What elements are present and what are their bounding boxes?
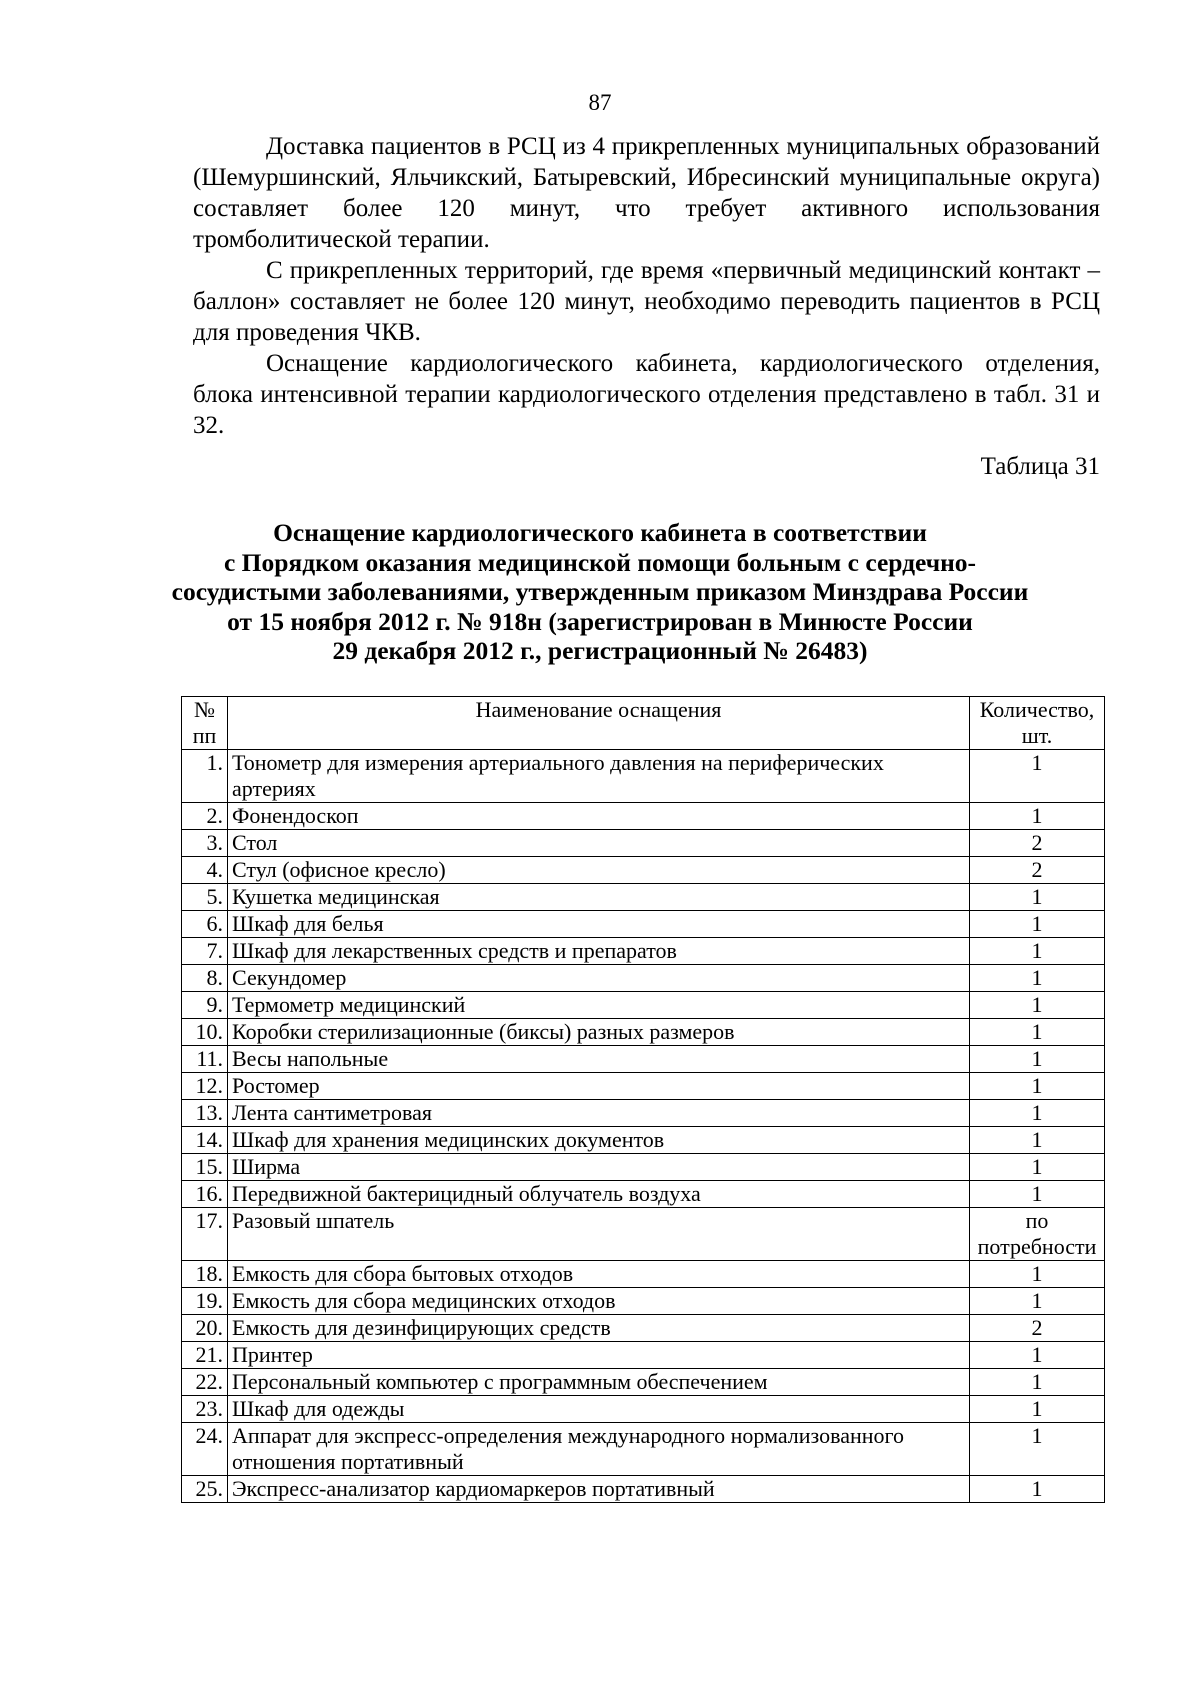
table-row (182, 1046, 1105, 1073)
header-name: Наименование оснащения (228, 697, 970, 750)
row-number: 1. (182, 750, 228, 803)
table-header-row (182, 697, 1105, 750)
row-name: Ширма (228, 1154, 970, 1181)
table-row (182, 1423, 1105, 1476)
row-quantity: 1 (970, 1154, 1105, 1181)
table-title-line: сосудистыми заболеваниями, утвержденным приказом Минздрава России (171, 577, 1029, 606)
body-text (193, 131, 1100, 441)
header-num (182, 697, 228, 750)
table-row (182, 1369, 1105, 1396)
row-name: Шкаф для одежды (228, 1396, 970, 1423)
row-quantity: 1 (970, 938, 1105, 965)
row-name: Лента сантиметровая (228, 1100, 970, 1127)
table-row (182, 857, 1105, 884)
row-name: Весы напольные (228, 1046, 970, 1073)
row-number: 25. (182, 1476, 228, 1503)
row-quantity: 1 (970, 992, 1105, 1019)
table-row (182, 1073, 1105, 1100)
header-qty (970, 697, 1105, 750)
row-name: Стол (228, 830, 970, 857)
row-name: Емкость для сбора бытовых отходов (228, 1261, 970, 1288)
row-quantity: 1 (970, 965, 1105, 992)
row-quantity: 1 (970, 1342, 1105, 1369)
row-name: Передвижной бактерицидный облучатель воздуха (228, 1181, 970, 1208)
row-number: 7. (182, 938, 228, 965)
row-quantity: 1 (970, 1100, 1105, 1127)
row-number: 21. (182, 1342, 228, 1369)
row-name: Тонометр для измерения артериального давления на периферических артериях (228, 750, 970, 803)
row-number: 4. (182, 857, 228, 884)
row-quantity: 1 (970, 1288, 1105, 1315)
table-row (182, 1019, 1105, 1046)
table-row (182, 1261, 1105, 1288)
row-name: Емкость для сбора медицинских отходов (228, 1288, 970, 1315)
paragraph: Доставка пациентов в РСЦ из 4 прикрепленных муниципальных образований (Шемуршинский, Яльчикский, Батыревский, Ибресинский муниципальные округа) составляет более 120 минут, что требует активного использования тромболитической терапии. (193, 133, 1100, 253)
row-name: Секундомер (228, 965, 970, 992)
row-name: Принтер (228, 1342, 970, 1369)
row-number: 15. (182, 1154, 228, 1181)
row-name: Шкаф для лекарственных средств и препаратов (228, 938, 970, 965)
table-title (150, 518, 1050, 666)
table-row (182, 1100, 1105, 1127)
paragraph: С прикрепленных территорий, где время «первичный медицинский контакт – баллон» составляет не более 120 минут, необходимо переводить пациентов в РСЦ для проведения ЧКВ. (193, 257, 1100, 346)
row-name: Коробки стерилизационные (биксы) разных размеров (228, 1019, 970, 1046)
page-number: 87 (588, 90, 612, 115)
row-quantity: 1 (970, 1046, 1105, 1073)
table-row (182, 803, 1105, 830)
header-qty-line: Количество, (979, 697, 1095, 722)
table-title-line: от 15 ноября 2012 г. № 918н (зарегистрирован в Минюсте России (227, 606, 973, 636)
row-name: Персональный компьютер с программным обеспечением (228, 1369, 970, 1396)
table-row (182, 830, 1105, 857)
table-body (182, 750, 1105, 1503)
row-number: 2. (182, 803, 228, 830)
table-row (182, 1127, 1105, 1154)
table-label: Таблица 31 (980, 453, 1100, 480)
table-row (182, 965, 1105, 992)
row-number: 13. (182, 1100, 228, 1127)
row-name: Ростомер (228, 1073, 970, 1100)
header-num-line: № (194, 697, 215, 722)
row-name: Кушетка медицинская (228, 884, 970, 911)
row-quantity: 1 (970, 1073, 1105, 1100)
table-row (182, 1208, 1105, 1261)
table-row (182, 884, 1105, 911)
row-name: Экспресс-анализатор кардиомаркеров портативный (228, 1476, 970, 1503)
row-number: 3. (182, 830, 228, 857)
row-quantity: 1 (970, 1181, 1105, 1208)
table-row (182, 1288, 1105, 1315)
table-title-line: с Порядком оказания медицинской помощи больным с сердечно- (223, 547, 977, 577)
paragraph: Оснащение кардиологического кабинета, кардиологического отделения, блока интенсивной терапии кардиологического отделения представлено в табл. 31 и 32. (193, 350, 1100, 439)
table-row (182, 992, 1105, 1019)
table-row (182, 1315, 1105, 1342)
row-name: Фонендоскоп (228, 803, 970, 830)
row-quantity: 1 (970, 1369, 1105, 1396)
row-quantity: 1 (970, 911, 1105, 938)
row-number: 16. (182, 1181, 228, 1208)
row-number: 19. (182, 1288, 228, 1315)
row-number: 23. (182, 1396, 228, 1423)
row-number: 20. (182, 1315, 228, 1342)
table-title-line: Оснащение кардиологического кабинета в соответствии (273, 518, 927, 547)
row-number: 9. (182, 992, 228, 1019)
row-name: Стул (офисное кресло) (228, 857, 970, 884)
row-number: 8. (182, 965, 228, 992)
row-number: 24. (182, 1423, 228, 1476)
row-name: Шкаф для белья (228, 911, 970, 938)
header-num-line: пп (192, 723, 217, 748)
row-quantity: 2 (970, 830, 1105, 857)
table-row (182, 750, 1105, 803)
row-name: Емкость для дезинфицирующих средств (228, 1315, 970, 1342)
row-name: Разовый шпатель (228, 1208, 970, 1261)
row-quantity: 1 (970, 1127, 1105, 1154)
row-quantity: 2 (970, 857, 1105, 884)
table-row (182, 1181, 1105, 1208)
row-quantity: 1 (970, 884, 1105, 911)
row-number: 12. (182, 1073, 228, 1100)
row-quantity: 1 (970, 1396, 1105, 1423)
table-title-line: 29 декабря 2012 г., регистрационный № 26483) (332, 636, 868, 665)
row-number: 11. (182, 1046, 228, 1073)
row-number: 14. (182, 1127, 228, 1154)
table-row (182, 1396, 1105, 1423)
row-name: Термометр медицинский (228, 992, 970, 1019)
row-quantity: по потребности (970, 1208, 1105, 1261)
table-row (182, 911, 1105, 938)
header-qty-line: шт. (1021, 723, 1053, 748)
table-row (182, 938, 1105, 965)
row-name: Аппарат для экспресс-определения международного нормализованного отношения портативный (228, 1423, 970, 1476)
row-number: 22. (182, 1369, 228, 1396)
table-row (182, 1476, 1105, 1503)
table-row (182, 1342, 1105, 1369)
row-number: 5. (182, 884, 228, 911)
row-quantity: 1 (970, 750, 1105, 803)
equipment-table (181, 696, 1105, 1503)
row-quantity: 2 (970, 1315, 1105, 1342)
table-row (182, 1154, 1105, 1181)
row-number: 10. (182, 1019, 228, 1046)
row-number: 18. (182, 1261, 228, 1288)
row-quantity: 1 (970, 1261, 1105, 1288)
row-quantity: 1 (970, 1423, 1105, 1476)
row-number: 6. (182, 911, 228, 938)
row-quantity: 1 (970, 1476, 1105, 1503)
row-quantity: 1 (970, 1019, 1105, 1046)
row-name: Шкаф для хранения медицинских документов (228, 1127, 970, 1154)
row-quantity: 1 (970, 803, 1105, 830)
row-number: 17. (182, 1208, 228, 1261)
